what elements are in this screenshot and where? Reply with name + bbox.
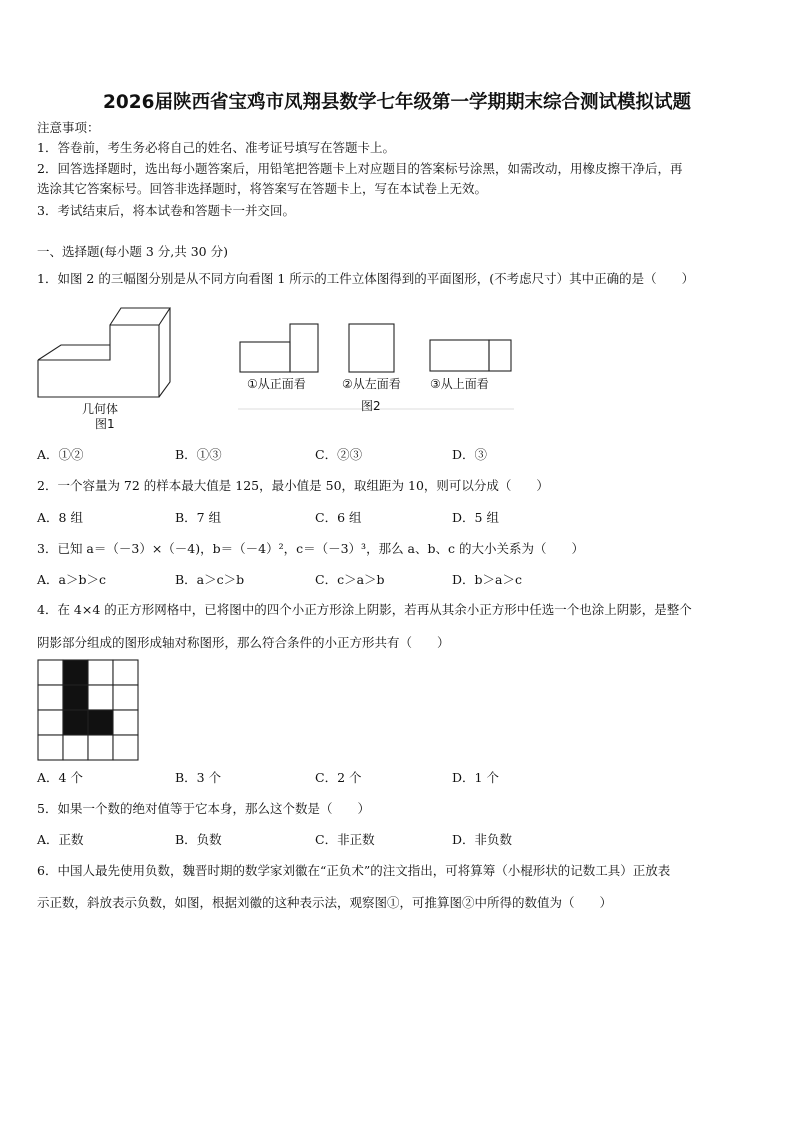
figure-2-caption: 图2 <box>361 399 381 413</box>
question-2-stem: 2．一个容量为 72 的样本最大值是 125，最小值是 50，取组距为 10，则可以分成（ ） <box>37 478 549 493</box>
q2-option-c: C．6 组 <box>315 510 362 525</box>
question-3-stem: 3．已知 a＝（－3）×（－4)，b＝（－4）²，c＝（－3）³，那么 a、b、c 的大小关系为（ ） <box>37 541 584 556</box>
q1-option-c: C．②③ <box>315 447 363 462</box>
notice-item: 选涂其它答案标号。回答非选择题时，将答案写在答题卡上，写在本试卷上无效。 <box>37 181 488 196</box>
q3-option-b: B．a＞c＞b <box>175 572 245 587</box>
q3-option-a: A．a＞b＞c <box>37 572 106 587</box>
grid-cell-shaded <box>88 710 113 735</box>
notice-item: 3．考试结束后，将本试卷和答题卡一并交回。 <box>37 203 295 218</box>
notice-item: 2．回答选择题时，选出每小题答案后，用铅笔把答题卡上对应题目的答案标号涂黑，如需改动，用橡皮擦干净后，再 <box>37 161 683 176</box>
view-top-label: ③从上面看 <box>430 377 489 391</box>
q1-option-a: A．①② <box>37 447 84 462</box>
grid-cell-shaded <box>63 710 88 735</box>
notice-item: 1．答卷前，考生务必将自己的姓名、准考证号填写在答题卡上。 <box>37 140 395 155</box>
grid-cell <box>113 660 138 685</box>
q5-option-a: A．正数 <box>37 832 84 847</box>
section-heading: 一、选择题(每小题 3 分,共 30 分) <box>37 244 228 259</box>
q1-option-d: D．③ <box>452 447 488 462</box>
grid-cell <box>38 710 63 735</box>
grid-cell <box>88 685 113 710</box>
grid-cell <box>63 735 88 760</box>
grid-cell <box>38 735 63 760</box>
grid-cell <box>113 710 138 735</box>
figure-1-solid <box>36 305 171 400</box>
question-4-stem-line2: 阴影部分组成的图形成轴对称图形，那么符合条件的小正方形共有（ ） <box>37 635 450 650</box>
q3-option-d: D．b＞a＞c <box>452 572 522 587</box>
question-6-stem-line2: 示正数，斜放表示负数，如图，根据刘徽的这种表示法，观察图①，可推算图②中所得的数值为（ ） <box>37 895 613 910</box>
q5-option-b: B．负数 <box>175 832 222 847</box>
grid-cell <box>88 660 113 685</box>
q5-option-c: C．非正数 <box>315 832 375 847</box>
q3-option-c: C．c＞a＞b <box>315 572 385 587</box>
q4-option-b: B．3 个 <box>175 770 222 785</box>
page-title: 2026届陕西省宝鸡市凤翔县数学七年级第一学期期末综合测试模拟试题 <box>103 92 691 113</box>
view-front-label: ①从正面看 <box>247 377 306 391</box>
q4-option-d: D．1 个 <box>452 770 499 785</box>
notice-heading: 注意事项： <box>37 120 100 135</box>
grid-cell <box>88 735 113 760</box>
grid-cell <box>113 685 138 710</box>
grid-cell-shaded <box>63 660 88 685</box>
question-6-stem-line1: 6．中国人最先使用负数，魏晋时期的数学家刘徽在“正负术”的注文指出，可将算筹（小棍形状的记数工具）正放表 <box>37 863 671 878</box>
figure-1-label: 几何体 <box>82 402 119 416</box>
q2-option-b: B．7 组 <box>175 510 222 525</box>
q4-option-a: A．4 个 <box>37 770 83 785</box>
q2-option-a: A．8 组 <box>37 510 83 525</box>
grid-cell <box>113 735 138 760</box>
grid-cell <box>38 660 63 685</box>
q2-option-d: D．5 组 <box>452 510 499 525</box>
grid-cell-shaded <box>63 685 88 710</box>
question-5-stem: 5．如果一个数的绝对值等于它本身，那么这个数是（ ） <box>37 801 370 816</box>
view-left-label: ②从左面看 <box>342 377 401 391</box>
q1-option-b: B．①③ <box>175 447 222 462</box>
figure-1-caption: 图1 <box>95 417 115 431</box>
question-4-grid <box>38 660 138 760</box>
question-1-stem: 1．如图 2 的三幅图分别是从不同方向看图 1 所示的工件立体图得到的平面图形，(不考虑尺寸）其中正确的是（ ） <box>37 271 695 286</box>
q4-option-c: C．2 个 <box>315 770 362 785</box>
q5-option-d: D．非负数 <box>452 832 513 847</box>
grid-cell <box>38 685 63 710</box>
question-4-stem-line1: 4．在 4×4 的正方形网格中，已将图中的四个小正方形涂上阴影，若再从其余小正方形中任选一个也涂上阴影，是整个 <box>37 602 692 617</box>
